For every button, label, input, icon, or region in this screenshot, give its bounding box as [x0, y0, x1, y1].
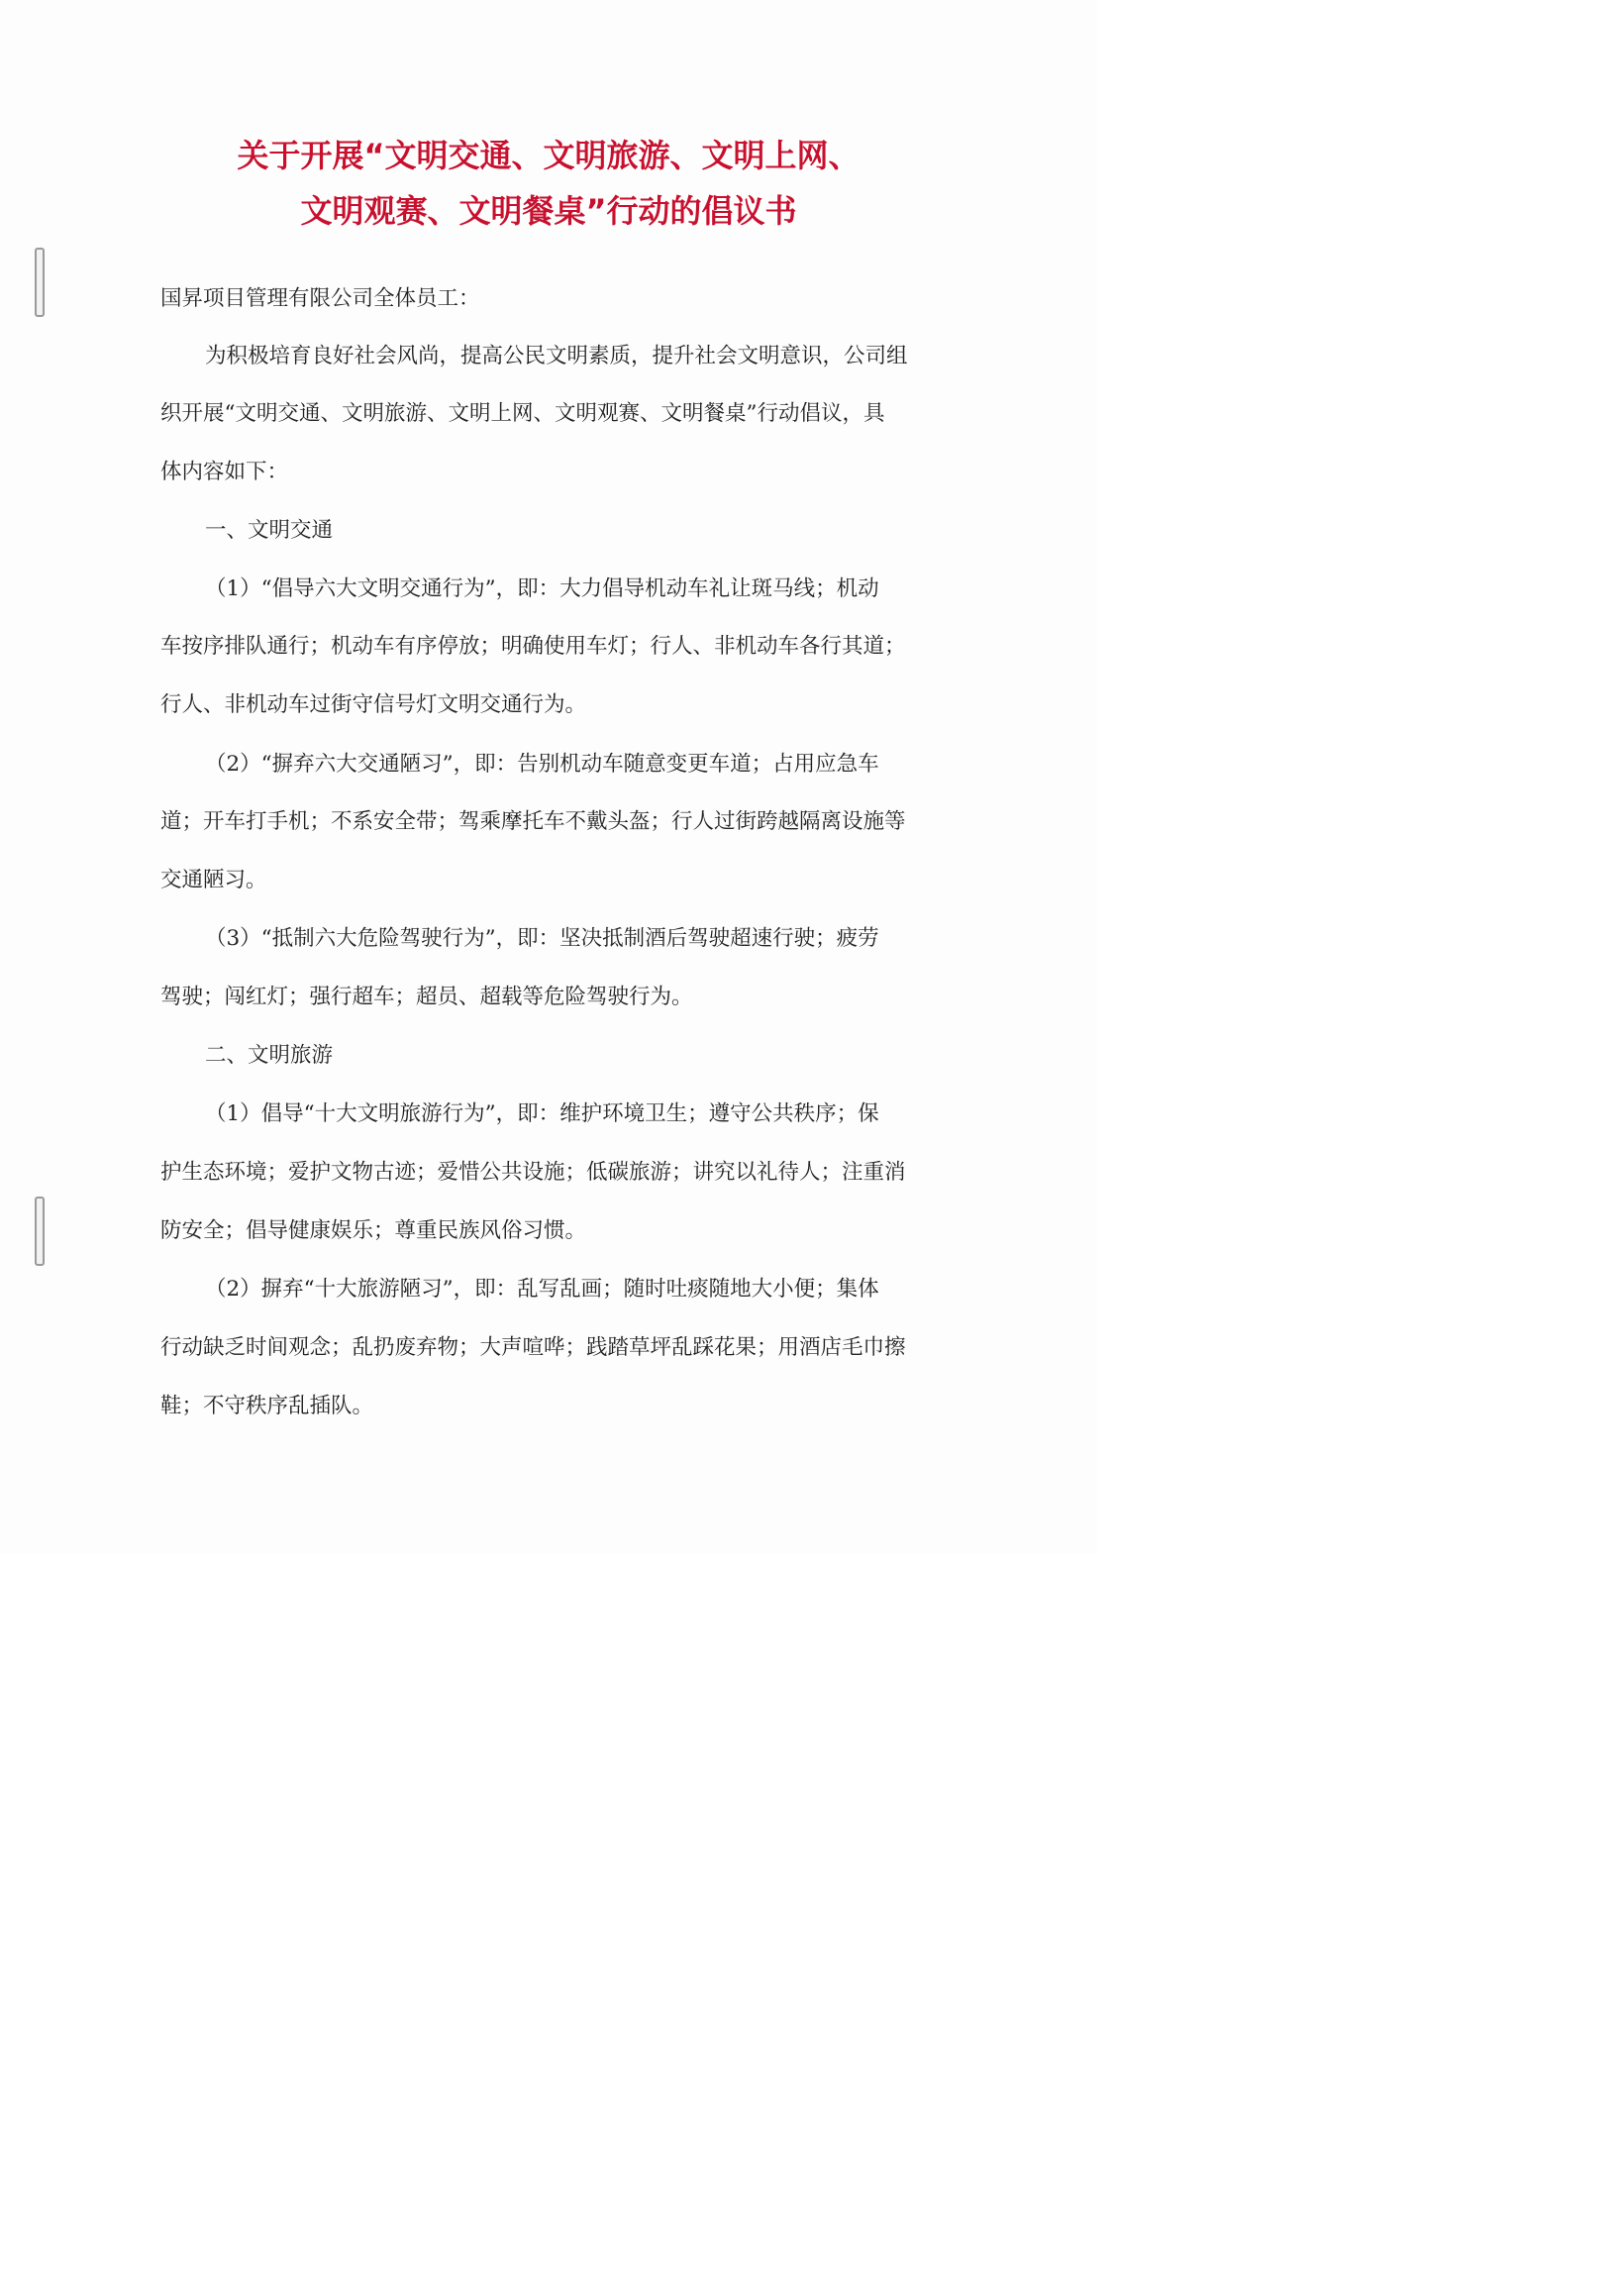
paragraph-line: 交通陋习。	[160, 868, 267, 892]
binding-hole-mark	[35, 1197, 45, 1266]
document-title-line-2: 文明观赛、文明餐桌”行动的倡议书	[300, 192, 797, 230]
salutation: 国昇项目管理有限公司全体员工：	[160, 286, 480, 311]
section-heading: 二、文明旅游	[205, 1043, 334, 1068]
paragraph-line: （1）“倡导六大文明交通行为”，即：大力倡导机动车礼让斑马线；机动	[205, 576, 879, 601]
paragraph-line: （1）倡导“十大文明旅游行为”，即：维护环境卫生；遵守公共秩序；保	[205, 1101, 879, 1126]
paragraph-line: 车按序排队通行；机动车有序停放；明确使用车灯；行人、非机动车各行其道；	[160, 634, 906, 659]
paragraph-line: 行动缺乏时间观念；乱扔废弃物；大声喧哗；践踏草坪乱踩花果；用酒店毛巾擦	[160, 1335, 906, 1360]
document-title-line-1: 关于开展“文明交通、文明旅游、文明上网、	[237, 137, 861, 174]
paragraph-line: （2）“摒弃六大交通陋习”，即：告别机动车随意变更车道；占用应急车	[205, 752, 879, 777]
intro-line: 体内容如下：	[160, 460, 289, 484]
paragraph-line: 护生态环境；爱护文物古迹；爱惜公共设施；低碳旅游；讲究以礼待人；注重消	[160, 1160, 906, 1185]
paragraph-line: 道；开车打手机；不系安全带；驾乘摩托车不戴头盔；行人过街跨越隔离设施等	[160, 809, 906, 834]
paragraph-line: 鞋；不守秩序乱插队。	[160, 1394, 374, 1418]
intro-line: 为积极培育良好社会风尚，提高公民文明素质，提升社会文明意识，公司组	[205, 344, 908, 368]
paragraph-line: 行人、非机动车过街守信号灯文明交通行为。	[160, 692, 587, 717]
paragraph-line: 防安全；倡导健康娱乐；尊重民族风俗习惯。	[160, 1218, 587, 1243]
binding-hole-mark	[35, 248, 45, 317]
paragraph-line: （2）摒弃“十大旅游陋习”，即：乱写乱画；随时吐痰随地大小便；集体	[205, 1277, 879, 1302]
paragraph-line: 驾驶；闯红灯；强行超车；超员、超载等危险驾驶行为。	[160, 985, 693, 1009]
section-heading: 一、文明交通	[205, 518, 334, 543]
paragraph-line: （3）“抵制六大危险驾驶行为”，即：坚决抵制酒后驾驶超速行驶；疲劳	[205, 926, 879, 951]
intro-line: 织开展“文明交通、文明旅游、文明上网、文明观赛、文明餐桌”行动倡议，具	[160, 401, 885, 426]
document-page	[0, 0, 1097, 1553]
